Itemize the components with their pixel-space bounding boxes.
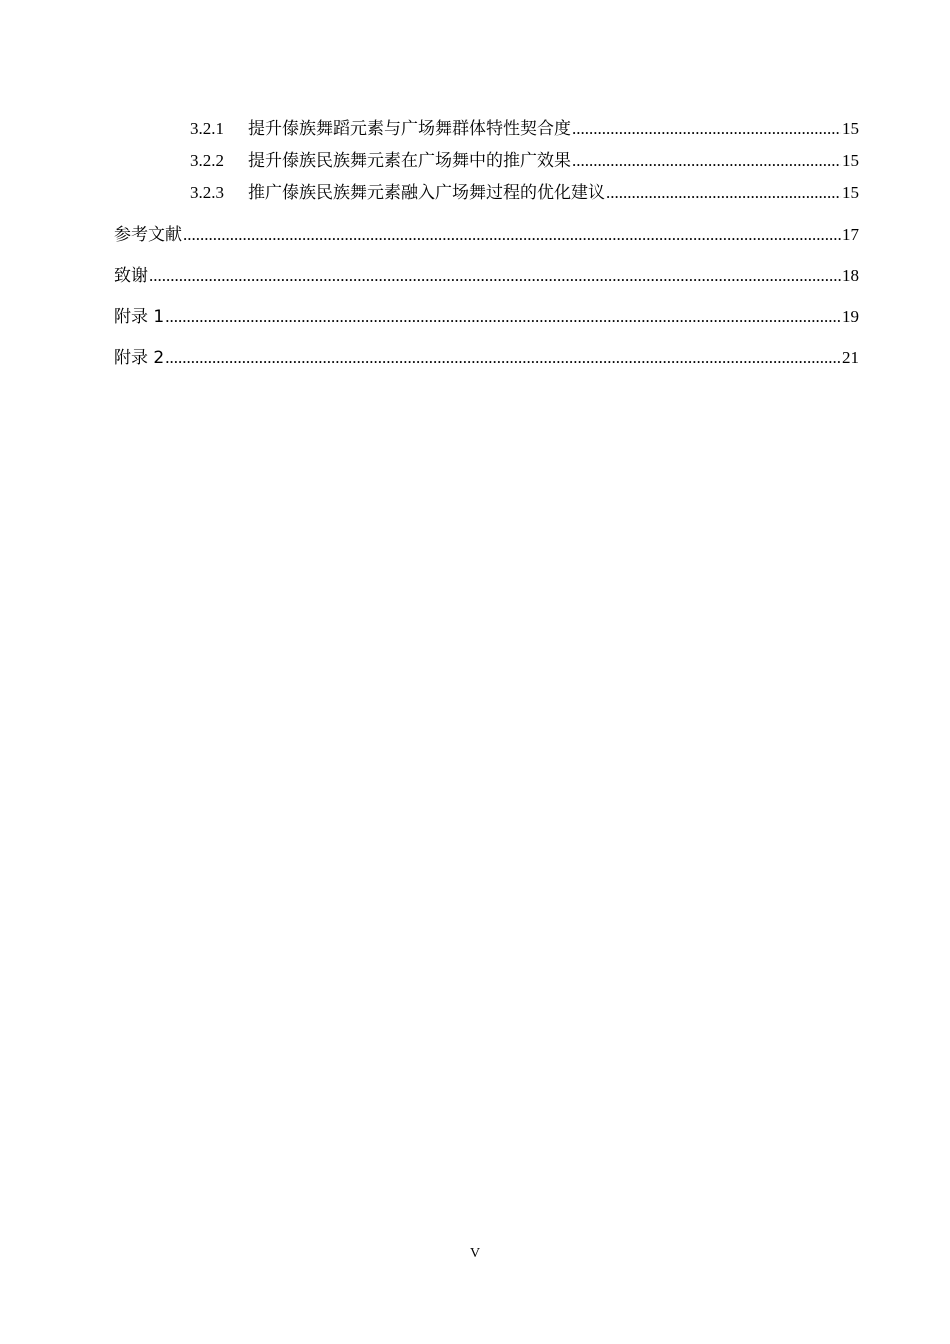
toc-entry-title: 提升傣族舞蹈元素与广场舞群体特性契合度 — [248, 119, 571, 138]
toc-dot-leader — [149, 265, 841, 287]
toc-dot-leader — [165, 347, 841, 369]
toc-dot-leader — [572, 150, 841, 172]
toc-entry-number: 3.2.2 — [190, 151, 224, 170]
toc-entry-acknowledgements[interactable] — [114, 265, 859, 306]
toc-entry-appendix-1[interactable] — [114, 306, 859, 347]
toc-entry-page: 15 — [842, 151, 859, 170]
table-of-contents — [114, 118, 859, 388]
toc-dot-leader — [606, 182, 841, 204]
toc-entry-number: 3.2.3 — [190, 183, 224, 202]
toc-entry-title: 致谢 — [114, 266, 148, 286]
toc-entry-3-2-1[interactable] — [114, 118, 859, 150]
toc-entry-number: 3.2.1 — [190, 119, 224, 138]
toc-entry-title: 参考文献 — [114, 225, 182, 245]
toc-dot-leader — [165, 306, 841, 328]
toc-entry-appendix-2[interactable] — [114, 347, 859, 388]
toc-entry-page: 15 — [842, 183, 859, 202]
toc-entry-title: 推广傣族民族舞元素融入广场舞过程的优化建议 — [248, 183, 605, 202]
page-number-footer: V — [469, 1246, 481, 1261]
toc-entry-page: 21 — [842, 348, 859, 367]
toc-entry-page: 15 — [842, 119, 859, 138]
toc-entry-page: 17 — [842, 225, 859, 244]
toc-entry-title: 附录 1 — [114, 307, 165, 327]
toc-entry-3-2-2[interactable] — [114, 150, 859, 182]
toc-dot-leader — [183, 224, 841, 246]
toc-entry-page: 18 — [842, 266, 859, 285]
toc-entry-title: 提升傣族民族舞元素在广场舞中的推广效果 — [248, 151, 571, 170]
toc-entry-3-2-3[interactable] — [114, 182, 859, 214]
toc-dot-leader — [572, 118, 841, 140]
toc-entry-title: 附录 2 — [114, 348, 165, 368]
toc-entry-references[interactable] — [114, 224, 859, 265]
toc-entry-page: 19 — [842, 307, 859, 326]
